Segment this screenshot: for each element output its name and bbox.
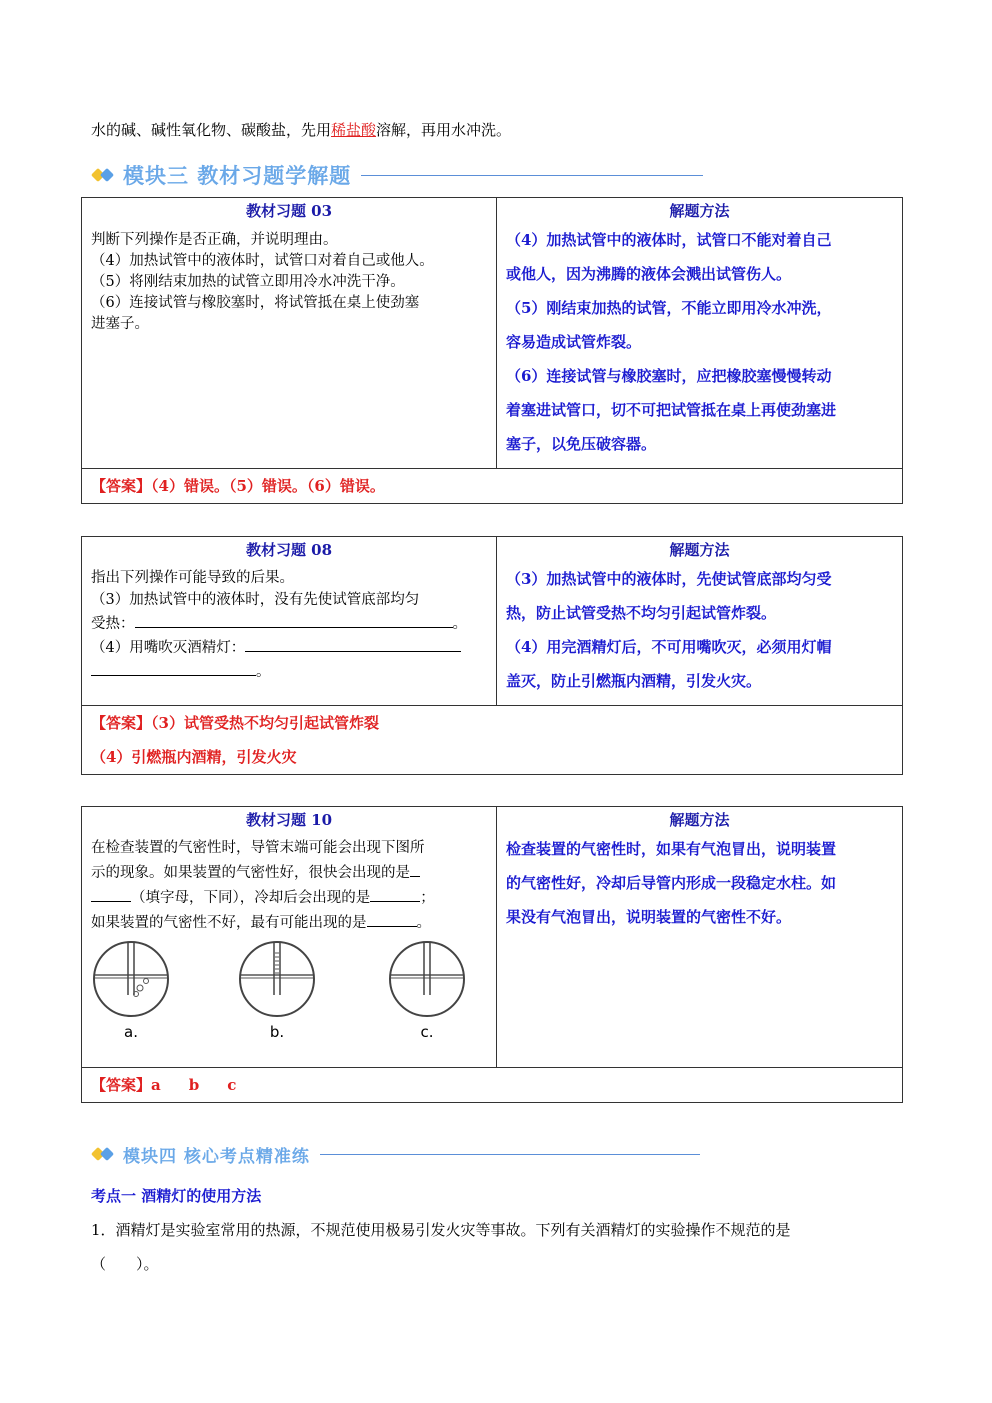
apparatus-column-icon <box>237 939 317 1019</box>
question-line: （5）将刚结束加热的试管立即用冷水冲洗干净。 <box>91 274 405 290</box>
keypoint-1-title: 考点一 酒精灯的使用方法 <box>91 1187 262 1205</box>
module3-header <box>91 161 703 189</box>
method-line: （5）刚结束加热的试管，不能立即用冷水冲洗， <box>506 299 832 317</box>
method-line: 检查装置的气密性时，如果有气泡冒出，说明装置 <box>506 840 837 858</box>
apparatus-figures <box>91 939 488 1049</box>
question-line: 。 <box>91 659 488 683</box>
exercise-03-answer: 【答案】（4）错误。（5）错误。（6）错误。 <box>82 469 903 504</box>
exercise-08-table <box>81 536 903 775</box>
question-line: （6）连接试管与橡胶塞时，将试管抵在桌上使劲塞 <box>91 295 420 311</box>
question-line: 在检查装置的气密性时，导管末端可能会出现下图所 <box>91 840 425 856</box>
method-line: （4）用完酒精灯后，不可用嘴吹灭，必须用灯帽 <box>506 638 832 656</box>
answer-line: 【答案】（3）试管受热不均匀引起试管炸裂 <box>91 714 379 732</box>
question-1-line: 1．酒精灯是实验室常用的热源，不规范使用极易引发火灾等事故。下列有关酒精灯的实验操作不规范的是 <box>91 1221 791 1239</box>
exercise-08-answer <box>82 706 903 775</box>
exercise-10-method <box>497 831 902 934</box>
answer-blank <box>367 910 417 927</box>
exercise-08-method-cell <box>497 537 903 706</box>
method-line: （6）连接试管与橡胶塞时，应把橡胶塞慢慢转动 <box>506 367 832 385</box>
exercise-10-table <box>81 806 903 1103</box>
answer-blank <box>245 635 461 652</box>
figure-caption: c. <box>420 1023 434 1041</box>
exercise-10-question <box>82 831 496 1053</box>
intro-text <box>91 120 511 140</box>
apparatus-bubbles-icon <box>91 939 171 1019</box>
exercise-10-title: 教材习题 10 <box>245 811 333 829</box>
question-line: （4）用嘴吹灭酒精灯： <box>91 635 488 659</box>
module4-rule <box>320 1154 700 1155</box>
question-line: （4）加热试管中的液体时，试管口对着自己或他人。 <box>91 253 434 269</box>
apparatus-no-change-icon <box>387 939 467 1019</box>
figure-c <box>387 939 467 1041</box>
question-line: 判断下列操作是否正确，并说明理由。 <box>91 232 338 248</box>
method-line: （4）加热试管中的液体时，试管口不能对着自己 <box>506 231 832 249</box>
question-line: （填字母，下同），冷却后会出现的是 ； <box>91 885 488 910</box>
figure-caption: b. <box>269 1023 285 1041</box>
method-line: 塞子，以免压破容器。 <box>506 435 657 453</box>
answer-blank <box>370 885 420 902</box>
answer-blank <box>91 885 131 902</box>
exercise-08-method-title: 解题方法 <box>669 541 730 559</box>
exercise-10-answer: 【答案】a b c <box>82 1068 903 1103</box>
figure-b <box>237 939 317 1041</box>
answer-blank <box>135 611 453 628</box>
intro-highlight: 稀盐酸 <box>331 121 377 139</box>
exercise-08-question <box>82 561 496 687</box>
method-line: 果没有气泡冒出，说明装置的气密性不好。 <box>506 908 792 926</box>
question-line: 进塞子。 <box>91 316 149 332</box>
method-line: 的气密性好，冷却后导管内形成一段稳定水柱。如 <box>506 874 837 892</box>
exercise-03-method-title: 解题方法 <box>669 202 730 220</box>
method-line: 热，防止试管受热不均匀引起试管炸裂。 <box>506 604 777 622</box>
exercise-08-method <box>497 561 902 698</box>
exercise-10-question-cell <box>82 807 497 1068</box>
module3-rule <box>361 175 703 176</box>
diamond-bullet-icon <box>91 1144 119 1164</box>
figure-a <box>91 939 171 1041</box>
question-line: 指出下列操作可能导致的后果。 <box>91 570 294 586</box>
diamond-bullet-icon <box>91 165 119 185</box>
exercise-03-method <box>497 222 902 461</box>
method-line: 盖灭，防止引燃瓶内酒精，引发火灾。 <box>506 672 762 690</box>
exercise-10-method-cell <box>497 807 903 1068</box>
module4-header <box>91 1140 700 1168</box>
module3-title: 模块三 教材习题学解题 <box>123 164 352 188</box>
exercise-03-title: 教材习题 03 <box>245 202 333 220</box>
intro-before: 水的碱、碱性氧化物、碳酸盐，先用 <box>91 121 332 139</box>
intro-after: 溶解，再用水冲洗。 <box>376 121 512 139</box>
question-line: 受热： 。 <box>91 611 488 635</box>
exercise-03-table <box>81 197 903 504</box>
exercise-08-question-cell <box>82 537 497 706</box>
figure-caption: a. <box>124 1023 138 1041</box>
exercise-03-question <box>82 222 496 339</box>
method-line: 或他人，因为沸腾的液体会溅出试管伤人。 <box>506 265 792 283</box>
exercise-10-method-title: 解题方法 <box>669 811 730 829</box>
method-line: （3）加热试管中的液体时，先使试管底部均匀受 <box>506 570 832 588</box>
exercise-03-method-cell <box>497 198 903 469</box>
answer-line: （4）引燃瓶内酒精，引发火灾 <box>91 748 297 766</box>
question-line: 示的现象。如果装置的气密性好，很快会出现的是 <box>91 860 488 885</box>
question-line: 如果装置的气密性不好，最有可能出现的是 。 <box>91 910 488 935</box>
question-1-choice-paren: （ ）。 <box>91 1255 159 1273</box>
answer-blank <box>410 860 420 877</box>
method-line: 容易造成试管炸裂。 <box>506 333 642 351</box>
exercise-03-question-cell <box>82 198 497 469</box>
question-line: （3）加热试管中的液体时，没有先使试管底部均匀 <box>91 592 420 608</box>
exercise-08-title: 教材习题 08 <box>245 541 333 559</box>
method-line: 着塞进试管口，切不可把试管抵在桌上再使劲塞进 <box>506 401 837 419</box>
answer-blank <box>91 659 256 676</box>
module4-title: 模块四 核心考点精准练 <box>123 1146 310 1167</box>
